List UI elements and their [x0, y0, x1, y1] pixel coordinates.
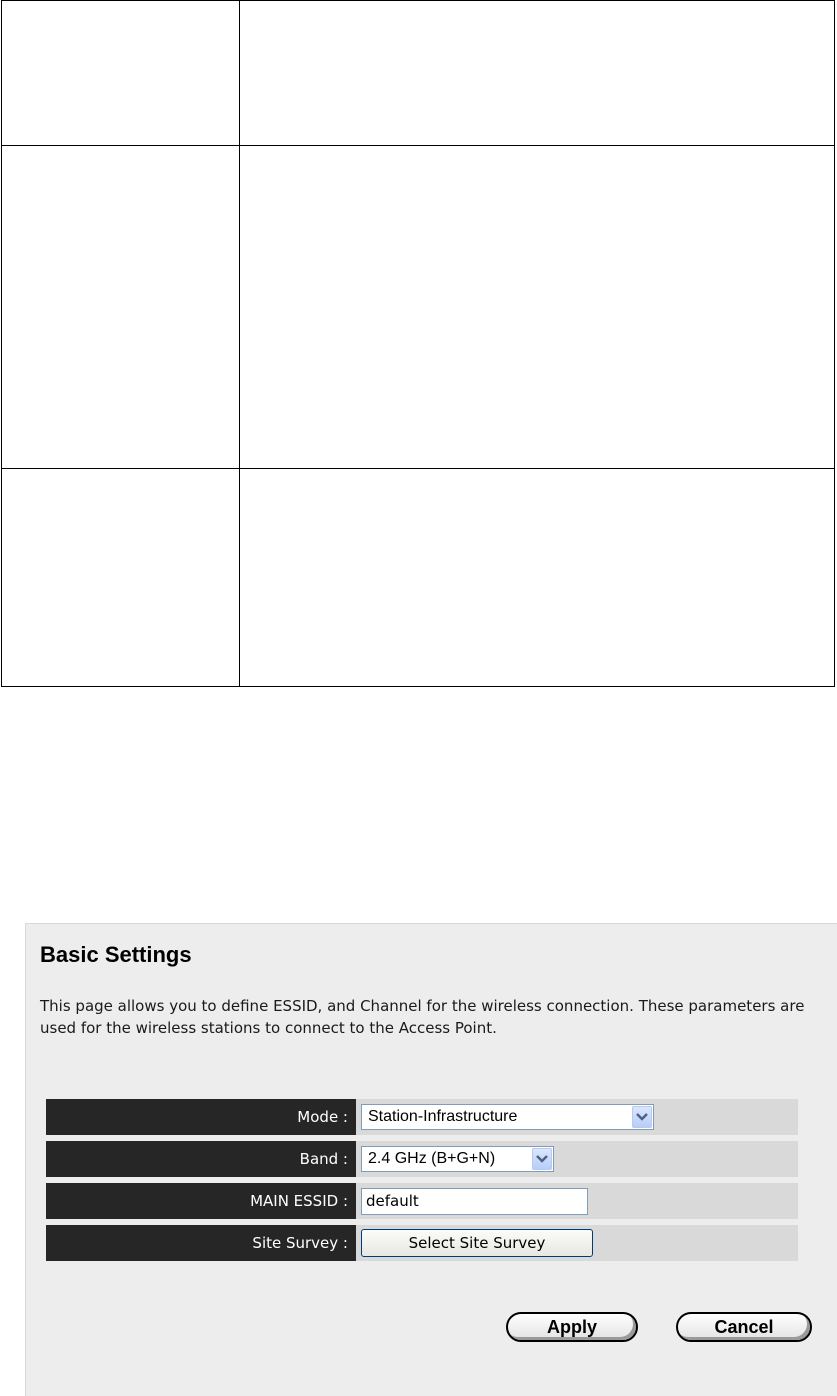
table-row [2, 469, 834, 686]
table-row [2, 146, 834, 469]
table-cell [2, 1, 240, 145]
table-cell [240, 469, 834, 686]
table-row [2, 1, 834, 146]
apply-button[interactable]: Apply [506, 1312, 638, 1342]
form-row-mode [46, 1099, 798, 1135]
form-row-site-survey [46, 1225, 798, 1261]
band-select[interactable] [361, 1146, 554, 1172]
chevron-down-icon[interactable] [532, 1148, 552, 1170]
site-survey-label: Site Survey : [46, 1225, 356, 1261]
mode-select[interactable] [361, 1104, 654, 1130]
table-cell [240, 1, 834, 145]
basic-settings-panel [25, 923, 837, 1396]
form-row-band [46, 1141, 798, 1177]
select-site-survey-button[interactable]: Select Site Survey [361, 1229, 593, 1257]
band-label: Band : [46, 1141, 356, 1177]
table-cell [240, 146, 834, 468]
mode-select-value: Station-Infrastructure [368, 1108, 518, 1125]
document-table [1, 0, 835, 687]
table-cell [2, 146, 240, 468]
essid-label: MAIN ESSID : [46, 1183, 356, 1219]
page-title: Basic Settings [40, 942, 192, 967]
form-row-essid [46, 1183, 798, 1219]
table-cell [2, 469, 240, 686]
essid-input[interactable]: default [361, 1188, 588, 1215]
cancel-button[interactable]: Cancel [676, 1312, 812, 1342]
page-description: This page allows you to define ESSID, and Channel for the wireless connection. These parameters are used for the wireless stations to connect to the Access Point. [40, 997, 805, 1037]
chevron-down-icon[interactable] [632, 1106, 652, 1128]
mode-label: Mode : [46, 1099, 356, 1135]
band-select-value: 2.4 GHz (B+G+N) [368, 1150, 496, 1167]
